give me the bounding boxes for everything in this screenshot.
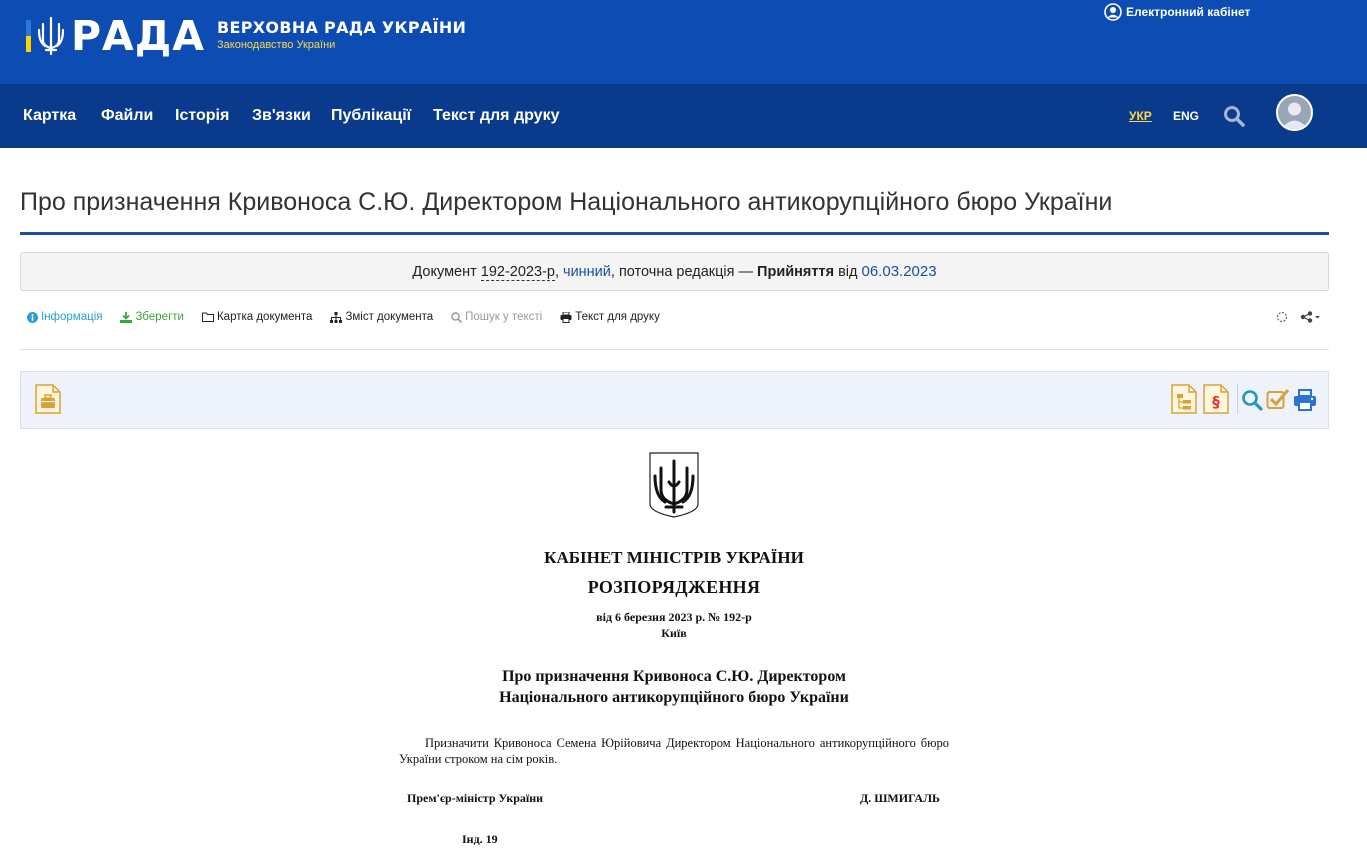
status-from: від	[838, 264, 858, 280]
site-header	[0, 0, 1367, 84]
flag-icon	[26, 20, 31, 52]
toolbar-divider	[20, 349, 1329, 350]
checkbox-icon[interactable]	[1266, 388, 1290, 410]
save-button[interactable]	[120, 311, 183, 323]
avatar-icon[interactable]	[1276, 94, 1313, 131]
print-text-button[interactable]	[560, 311, 660, 323]
status-state[interactable]: чинний	[563, 264, 611, 280]
contents-label: Зміст документа	[345, 311, 434, 323]
status-sep: ,	[554, 264, 559, 280]
site-logo[interactable]	[26, 14, 466, 58]
lang-eng[interactable]: ENG	[1173, 109, 1200, 123]
document-subject-line1: Про призначення Кривоноса С.Ю. Директором	[502, 668, 846, 685]
issuing-body: КАБІНЕТ МІНІСТРІВ УКРАЇНИ	[544, 548, 804, 567]
nav-card[interactable]: Картка	[23, 107, 77, 124]
search-icon	[451, 312, 462, 323]
document-card-button[interactable]	[202, 311, 312, 323]
document-status	[20, 252, 1329, 291]
trident-icon	[37, 16, 65, 56]
document-subject-line2: Національного антикорупційного бюро України	[499, 689, 849, 706]
doc-tree-icon[interactable]	[1171, 384, 1197, 414]
status-prefix: Документ	[412, 264, 477, 280]
save-label: Зберегти	[135, 311, 184, 323]
document-text: Призначити Кривоноса Семена Юрійовича Директором Національного антикорупційного бюро України строком на сім років.	[399, 736, 949, 766]
status-date[interactable]: 06.03.2023	[861, 263, 937, 280]
nav-publications[interactable]: Публікації	[331, 107, 412, 124]
print-text-label: Текст для друку	[575, 311, 660, 323]
spinner-icon[interactable]	[1276, 311, 1288, 323]
cabinet-label: Електронний кабінет	[1126, 5, 1251, 19]
cabinet-link[interactable]	[1104, 3, 1250, 21]
page-title: Про призначення Кривоноса С.Ю. Директором Національного антикорупційного бюро України	[20, 188, 1113, 216]
info-label: Інформація	[41, 311, 103, 323]
search-icon[interactable]	[1223, 105, 1245, 127]
signer-title: Прем'єр-міністр України	[407, 791, 544, 805]
logo-word: РАДА	[71, 12, 206, 60]
nav-history[interactable]: Історія	[175, 107, 230, 124]
user-circle-icon	[1104, 3, 1122, 21]
print-icon	[560, 312, 572, 323]
briefcase-doc-icon[interactable]	[35, 384, 61, 414]
panel-separator	[1237, 384, 1238, 414]
share-button[interactable]	[1300, 311, 1322, 323]
document-index: Інд. 19	[462, 832, 498, 846]
document-type: РОЗПОРЯДЖЕННЯ	[587, 577, 761, 597]
search-in-text-label: Пошук у тексті	[465, 311, 543, 323]
document-city: Київ	[661, 626, 687, 640]
document-number[interactable]: 192-2023-р	[480, 264, 555, 280]
title-divider	[20, 232, 1329, 235]
svg-text:§: §	[1212, 393, 1220, 411]
share-icon	[1300, 311, 1322, 323]
lang-ukr[interactable]: УКР	[1129, 109, 1152, 123]
brand-title: ВЕРХОВНА РАДА УКРАЇНИ	[217, 17, 467, 37]
info-icon	[27, 312, 38, 323]
document-toolbar	[27, 311, 678, 323]
nav-print-text[interactable]: Текст для друку	[433, 107, 560, 124]
zoom-icon[interactable]	[1241, 389, 1263, 411]
printer-icon[interactable]	[1293, 388, 1317, 412]
nav-files[interactable]: Файли	[101, 107, 154, 124]
nav-links[interactable]: Зв'язки	[252, 107, 311, 124]
folder-icon	[202, 312, 214, 322]
signer-name: Д. ШМИГАЛЬ	[860, 791, 940, 805]
contents-button[interactable]	[330, 311, 433, 323]
sitemap-icon	[330, 312, 342, 323]
download-icon	[120, 312, 132, 323]
main-nav	[0, 84, 1367, 148]
doc-section-icon[interactable]	[1203, 384, 1229, 414]
document-card-label: Картка документа	[216, 311, 313, 323]
document-panel	[20, 371, 1329, 429]
coat-of-arms-icon	[649, 452, 699, 518]
info-button[interactable]	[27, 311, 102, 323]
search-in-text-button[interactable]	[451, 311, 542, 323]
brand-subtitle: Законодавство України	[217, 38, 336, 51]
document-date: від 6 березня 2023 р. № 192-р	[596, 610, 752, 624]
status-middle: , поточна редакція —	[610, 264, 754, 280]
status-event: Прийняття	[757, 264, 835, 280]
brand-text	[217, 18, 466, 53]
